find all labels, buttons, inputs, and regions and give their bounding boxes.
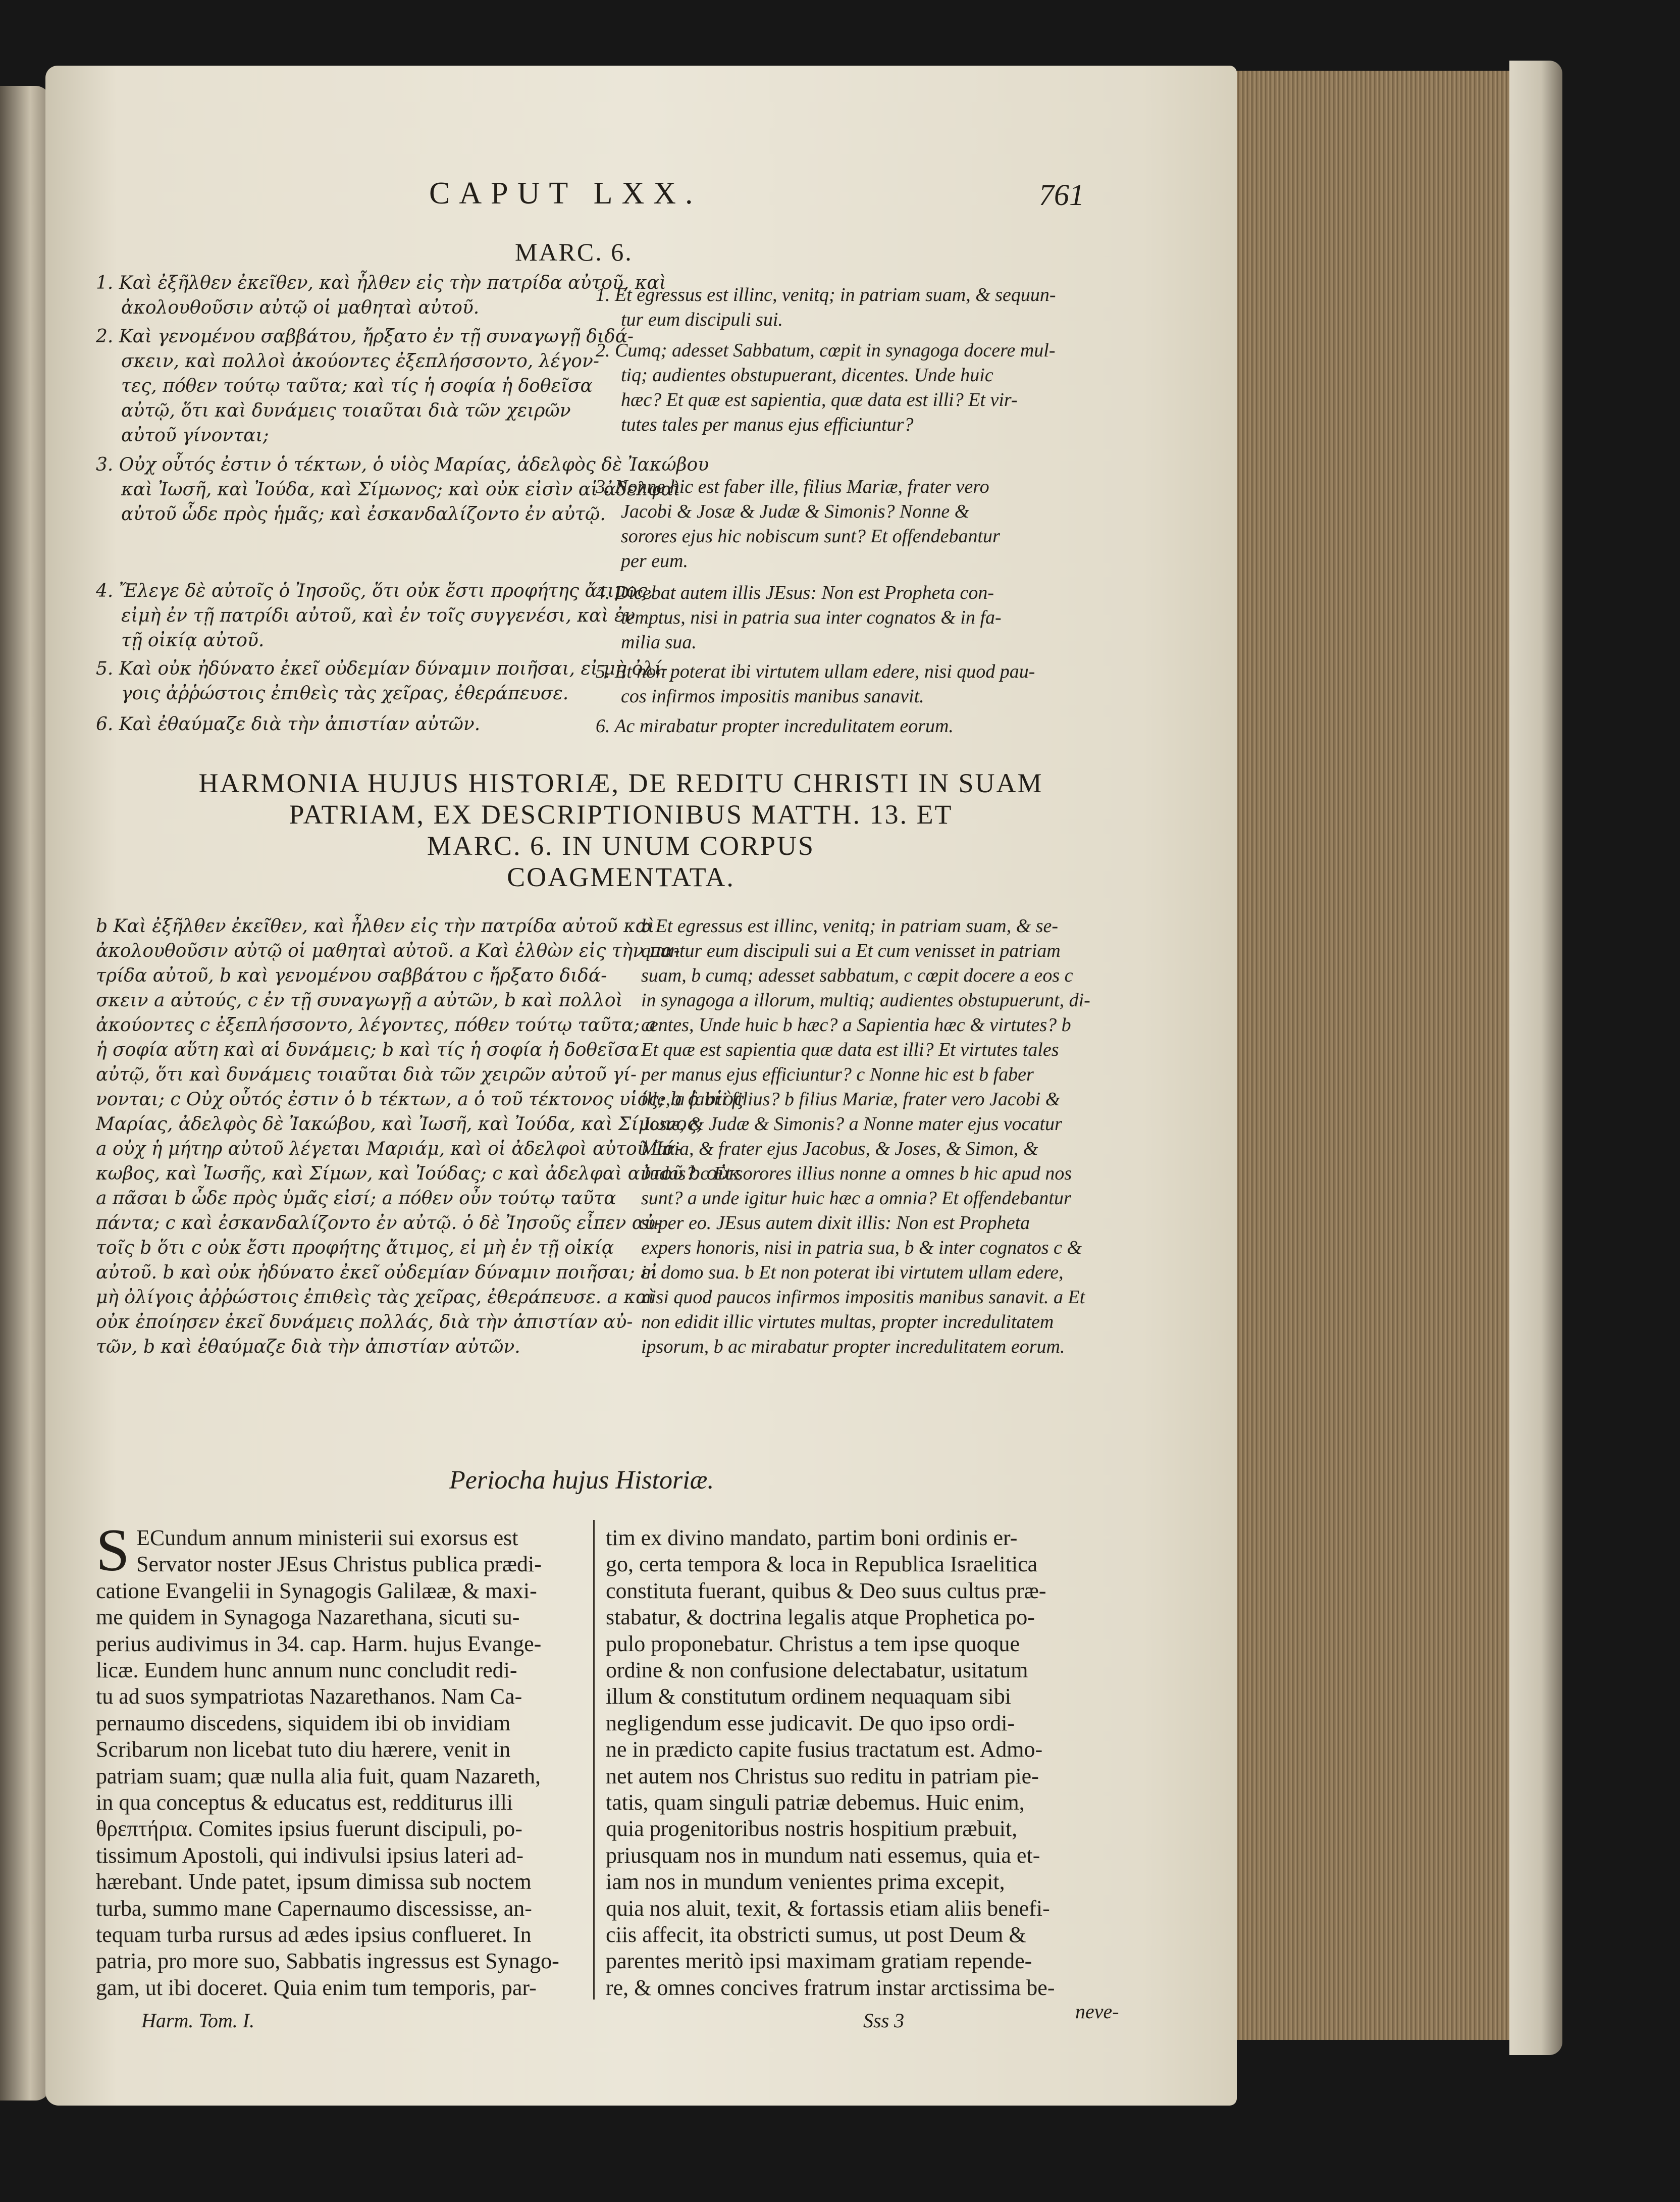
harmony-latin-line: in synagoga a illorum, multiq; audientes obstupuerunt, di- — [641, 990, 1090, 1011]
harmony-greek-line: σκειν a αὐτούς, c ἐν τῇ συναγωγῇ a αὐτῶν, b καὶ πολλοὶ — [96, 990, 623, 1011]
harmony-latin-line: expers honoris, nisi in patria sua, b & inter cognatos c & — [641, 1237, 1082, 1258]
periocha-line: quia nos aluit, texit, & fortassis etiam aliis benefi- — [606, 1896, 1050, 1921]
periocha-line: θρεπτήρια. Comites ipsius fuerunt discipuli, po- — [96, 1816, 522, 1841]
harmony-greek-line: οὐκ ἐποίησεν ἐκεῖ δυνάμεις πολλάς, διὰ τὴν ἀπιστίαν αὐ- — [96, 1312, 633, 1333]
latin-line: tutes tales per manus ejus efficiuntur? — [621, 414, 914, 435]
greek-line: τες, πόθεν τούτῳ ταῦτα; καὶ τίς ἡ σοφία ἡ δοθεῖσα — [121, 376, 593, 396]
harmony-greek-line: τρίδα αὐτοῦ, b καὶ γενομένου σαββάτου c ἤρξατο διδά- — [96, 965, 607, 986]
latin-line: 3. Nonne hic est faber ille, filius Mariæ, frater vero — [596, 476, 989, 497]
greek-line: 4. Ἔλεγε δὲ αὐτοῖς ὁ Ἰησοῦς, ὅτι οὐκ ἔστι προφήτης ἄτιμος, — [96, 581, 653, 601]
latin-line: hæc? Et quæ est sapientia, quæ data est illi? Et vir- — [621, 389, 1018, 411]
harmony-heading-line: PATRIAM, EX DESCRIPTIONIBUS MATTH. 13. ET — [289, 799, 953, 830]
harmony-heading-line: MARC. 6. IN UNUM CORPUS — [427, 831, 815, 861]
latin-line: 1. Et egressus est illinc, venitq; in patriam suam, & sequun- — [596, 284, 1056, 305]
harmony-latin-line: non edidit illic virtutes multas, propter incredulitatem — [641, 1311, 1054, 1333]
periocha-line: quia progenitoribus nostris hospitium præbuit, — [606, 1816, 1018, 1841]
harmony-latin-line: centes, Unde huic b hæc? a Sapientia hæc & virtutes? b — [641, 1014, 1071, 1036]
periocha-line: turba, summo mane Capernaumo discessisse, an- — [96, 1896, 532, 1921]
harmony-greek-line: Μαρίας, ἀδελφὸς δὲ Ἰακώβου, καὶ Ἰωσῆ, καὶ Ἰούδα, καὶ Σίμωνος; — [96, 1114, 704, 1135]
periocha-line: Servator noster JEsus Christus publica prædi- — [136, 1552, 542, 1576]
greek-line: 3. Οὐχ οὗτός ἐστιν ὁ τέκτων, ὁ υἱὸς Μαρίας, ἀδελφὸς δὲ Ἰακώβου — [96, 454, 709, 475]
latin-line: milia sua. — [621, 632, 697, 653]
greek-line: 5. Καὶ οὐκ ἠδύνατο ἐκεῖ οὐδεμίαν δύναμιν ποιῆσαι, εἰ μὴ ὀλί- — [96, 658, 668, 679]
book-cover-edge — [1509, 61, 1562, 2055]
harmony-latin-line: ille, a fabri filius? b filius Mariæ, frater vero Jacobi & — [641, 1089, 1061, 1110]
greek-line: 6. Καὶ ἐθαύμαζε διὰ τὴν ἀπιστίαν αὐτῶν. — [96, 714, 481, 735]
latin-line: cos infirmos impositis manibus sanavit. — [621, 686, 924, 707]
periocha-line: tequam turba rursus ad ædes ipsius conflueret. In — [96, 1922, 532, 1947]
harmony-heading-line: HARMONIA HUJUS HISTORIÆ, DE REDITU CHRISTI IN SUAM — [198, 768, 1043, 798]
greek-line: γοις ἀῤῥώστοις ἐπιθεὶς τὰς χεῖρας, ἐθεράπευσε. — [121, 683, 569, 704]
periocha-line: patria, pro more suo, Sabbatis ingressus est Synago- — [96, 1949, 559, 1973]
harmony-latin-line: ipsorum, b ac mirabatur propter incredulitatem eorum. — [641, 1336, 1065, 1357]
harmony-greek-line: κωβος, καὶ Ἰωσῆς, καὶ Σίμων, καὶ Ἰούδας; c καὶ ἀδελφαὶ αὐτοῦ b οὐκ — [96, 1163, 741, 1184]
harmony-greek-line: ἀκούοντες c ἐξεπλήσσοντο, λέγοντες, πόθεν τούτῳ ταῦτα; a — [96, 1015, 656, 1036]
periocha-line: tim ex divino mandato, partim boni ordinis er- — [606, 1525, 1018, 1550]
latin-line: per eum. — [621, 550, 688, 572]
latin-line: Jacobi & Josæ & Judæ & Simonis? Nonne & — [621, 501, 970, 522]
harmony-latin-line: in domo sua. b Et non poterat ibi virtutem ullam edere, — [641, 1262, 1064, 1283]
latin-line: tur eum discipuli sui. — [621, 309, 783, 330]
periocha-line: parentes meritò ipsi maximam gratiam repende- — [606, 1949, 1032, 1973]
periocha-line: illum & constitutum ordinem nequaquam sibi — [606, 1684, 1011, 1709]
periocha-line: licæ. Eundem hunc annum nunc concludit redi- — [96, 1658, 517, 1682]
harmony-greek-line: ἀκολουθοῦσιν αὐτῷ οἱ μαθηταὶ αὐτοῦ. a Καὶ ἐλθὼν εἰς τὴν πα- — [96, 941, 680, 961]
page — [45, 66, 1237, 2106]
harmony-latin-line: Maria, & frater ejus Jacobus, & Joses, & Simon, & — [641, 1138, 1038, 1159]
periocha-line: ciis affecit, ita obstricti sumus, ut post Deum & — [606, 1922, 1026, 1947]
periocha-line: iam nos in mundum venientes prima excepit, — [606, 1869, 1005, 1894]
greek-line: αὐτοῦ ὧδε πρὸς ἡμᾶς; καὶ ἐσκανδαλίζοντο ἐν αὐτῷ. — [121, 504, 606, 525]
page-block-edge — [1222, 71, 1514, 2040]
latin-line: temptus, nisi in patria sua inter cognatos & in fa- — [621, 607, 1002, 628]
periocha-line: in qua conceptus & educatus est, redditurus illi — [96, 1790, 513, 1815]
harmony-greek-line: αὐτοῦ. b καὶ οὐκ ἠδύνατο ἐκεῖ οὐδεμίαν δύναμιν ποιῆσαι; εἰ — [96, 1262, 658, 1283]
periocha-line: tu ad suos sympatriotas Nazarethanos. Nam Ca- — [96, 1684, 522, 1709]
column-rule — [593, 1520, 595, 2000]
drop-cap: S — [96, 1516, 130, 1583]
harmony-greek-line: τοῖς b ὅτι c οὐκ ἔστι προφήτης ἄτιμος, εἰ μὴ ἐν τῇ οἰκίᾳ — [96, 1238, 614, 1258]
signature-mark: Sss 3 — [863, 2009, 905, 2032]
harmony-latin-line: sunt? a unde igitur huic hæc a omnia? Et offendebantur — [641, 1188, 1071, 1209]
periocha-line: net autem nos Christus suo reditu in patriam pie- — [606, 1764, 1039, 1788]
harmony-latin-line: quuntur eum discipuli sui a Et cum venisset in patriam — [641, 940, 1061, 961]
periocha-line: hærebant. Unde patet, ipsum dimissa sub noctem — [96, 1869, 532, 1894]
harmony-latin-line: per manus ejus efficiuntur? c Nonne hic est b faber — [641, 1064, 1034, 1085]
harmony-latin-line: b Et egressus est illinc, venitq; in patriam suam, & se- — [641, 915, 1059, 937]
harmony-latin-line: Josæ, & Judæ & Simonis? a Nonne mater ejus vocatur — [641, 1113, 1062, 1135]
latin-line: tiq; audientes obstupuerant, dicentes. Unde huic — [621, 365, 993, 386]
greek-line: σκειν, καὶ πολλοὶ ἀκούοντες ἐξεπλήσσοντο, λέγον- — [121, 351, 600, 372]
periocha-line: go, certa tempora & loca in Republica Israelitica — [606, 1552, 1038, 1576]
periocha-line: stabatur, & doctrina legalis atque Prophetica po- — [606, 1605, 1035, 1629]
previous-page-edge — [0, 86, 50, 2101]
periocha-line: catione Evangelii in Synagogis Galilææ, & maxi- — [96, 1578, 537, 1603]
periocha-line: ordine & non confusione delectabatur, usitatum — [606, 1658, 1028, 1682]
harmony-greek-line: πάντα; c καὶ ἐσκανδαλίζοντο ἐν αὐτῷ. ὁ δὲ Ἰησοῦς εἶπεν αὐ- — [96, 1213, 662, 1234]
harmony-greek-line: b Καὶ ἐξῆλθεν ἐκεῖθεν, καὶ ἦλθεν εἰς τὴν πατρίδα αὐτοῦ καὶ — [96, 916, 655, 937]
greek-line: 1. Καὶ ἐξῆλθεν ἐκεῖθεν, καὶ ἦλθεν εἰς τὴν πατρίδα αὐτοῦ, καὶ — [96, 273, 666, 293]
periocha-line: negligendum esse judicavit. De quo ipso ordi- — [606, 1711, 1015, 1735]
running-title: CAPUT LXX. — [429, 176, 702, 211]
periocha-title: Periocha hujus Historiæ. — [449, 1466, 714, 1495]
latin-line: 5. Et non poterat ibi virtutem ullam edere, nisi quod pau- — [596, 661, 1035, 682]
harmony-latin-line: Judas? c Et sorores illius nonne a omnes b hic apud nos — [641, 1163, 1072, 1184]
harmony-greek-line: τῶν, b καὶ ἐθαύμαζε διὰ τὴν ἀπιστίαν αὐτῶν. — [96, 1337, 520, 1357]
periocha-line: patriam suam; quæ nulla alia fuit, quam Nazareth, — [96, 1764, 541, 1788]
greek-line: αὐτοῦ γίνονται; — [121, 425, 269, 446]
harmony-heading-line: COAGMENTATA. — [507, 862, 735, 892]
latin-line: 4. Dicebat autem illis JEsus: Non est Propheta con- — [596, 582, 994, 603]
periocha-line: Scribarum non licebat tuto diu hærere, venit in — [96, 1737, 511, 1762]
latin-line: 6. Ac mirabatur propter incredulitatem eorum. — [596, 715, 954, 737]
section-heading: MARC. 6. — [515, 238, 633, 266]
harmony-latin-line: suam, b cumq; adesset sabbatum, c cœpit docere a eos c — [641, 965, 1073, 986]
harmony-latin-line: nisi quod paucos infirmos impositis manibus sanavit. a Et — [641, 1287, 1085, 1308]
harmony-greek-line: a οὐχ ἡ μήτηρ αὐτοῦ λέγεται Μαριάμ, καὶ οἱ ἀδελφοὶ αὐτοῦ Ἰά- — [96, 1139, 682, 1159]
catchword: neve- — [1075, 2000, 1119, 2023]
harmony-latin-line: super eo. JEsus autem dixit illis: Non est Propheta — [641, 1212, 1030, 1234]
periocha-line: tatis, quam singuli patriæ debemus. Huic enim, — [606, 1790, 1025, 1815]
greek-line: ἀκολουθοῦσιν αὐτῷ οἱ μαθηταὶ αὐτοῦ. — [121, 297, 480, 318]
folio-number: 761 — [1039, 178, 1084, 212]
harmony-greek-line: a πᾶσαι b ὧδε πρὸς ὑμᾶς εἰσί; a πόθεν οὖν τούτῳ ταῦτα — [96, 1188, 616, 1209]
latin-line: 2. Cumq; adesset Sabbatum, cœpit in synagoga docere mul- — [596, 340, 1056, 361]
periocha-line: tissimum Apostoli, qui indivulsi ipsius lateri ad- — [96, 1843, 524, 1868]
periocha-line: perius audivimus in 34. cap. Harm. hujus Evange- — [96, 1631, 542, 1656]
harmony-latin-line: Et quæ est sapientia quæ data est illi? Et virtutes tales — [641, 1039, 1059, 1060]
footer-volume: Harm. Tom. I. — [141, 2009, 255, 2032]
periocha-line: priusquam nos in mundum nati essemus, quia et- — [606, 1843, 1040, 1868]
periocha-line: ECundum annum ministerii sui exorsus est — [136, 1525, 518, 1550]
periocha-line: me quidem in Synagoga Nazarethana, sicuti su- — [96, 1605, 520, 1629]
periocha-line: pernaumo discedens, siquidem ibi ob invidiam — [96, 1711, 511, 1735]
harmony-greek-line: μὴ ὀλίγοις ἀῤῥώστοις ἐπιθεὶς τὰς χεῖρας, ἐθεράπευσε. a καὶ — [96, 1287, 655, 1308]
periocha-line: re, & omnes concives fratrum instar arctissima be- — [606, 1975, 1055, 2000]
periocha-line: gam, ut ibi doceret. Quia enim tum temporis, par- — [96, 1975, 537, 2000]
harmony-greek-line: ἡ σοφία αὕτη καὶ αἱ δυνάμεις; b καὶ τίς ἡ σοφία ἡ δοθεῖσα — [96, 1040, 639, 1060]
periocha-line: pulo proponebatur. Christus a tem ipse quoque — [606, 1631, 1020, 1656]
greek-line: 2. Καὶ γενομένου σαββάτου, ἤρξατο ἐν τῇ συναγωγῇ διδά- — [96, 326, 634, 347]
harmony-greek-line: νονται; c Οὐχ οὗτός ἐστιν ὁ b τέκτων, a ὁ τοῦ τέκτονος υἱός; b ὁ υἱὸς — [96, 1089, 744, 1110]
harmony-greek-line: αὐτῷ, ὅτι καὶ δυνάμεις τοιαῦται διὰ τῶν χειρῶν αὐτοῦ γί- — [96, 1064, 637, 1085]
greek-line: αὐτῷ, ὅτι καὶ δυνάμεις τοιαῦται διὰ τῶν χειρῶν — [121, 400, 571, 421]
periocha-line: constituta fuerant, quibus & Deo suus cultus præ- — [606, 1578, 1046, 1603]
periocha-line: ne in prædicto capite fusius tractatum est. Admo- — [606, 1737, 1043, 1762]
greek-line: τῇ οἰκίᾳ αὐτοῦ. — [121, 630, 265, 651]
greek-line: εἰμὴ ἐν τῇ πατρίδι αὐτοῦ, καὶ ἐν τοῖς συγγενέσι, καὶ ἐν — [121, 605, 636, 626]
greek-line: καὶ Ἰωσῆ, καὶ Ἰούδα, καὶ Σίμωνος; καὶ οὐκ εἰσὶν αἱ ἀδελφαὶ — [121, 479, 680, 500]
latin-line: sorores ejus hic nobiscum sunt? Et offendebantur — [621, 526, 1000, 547]
